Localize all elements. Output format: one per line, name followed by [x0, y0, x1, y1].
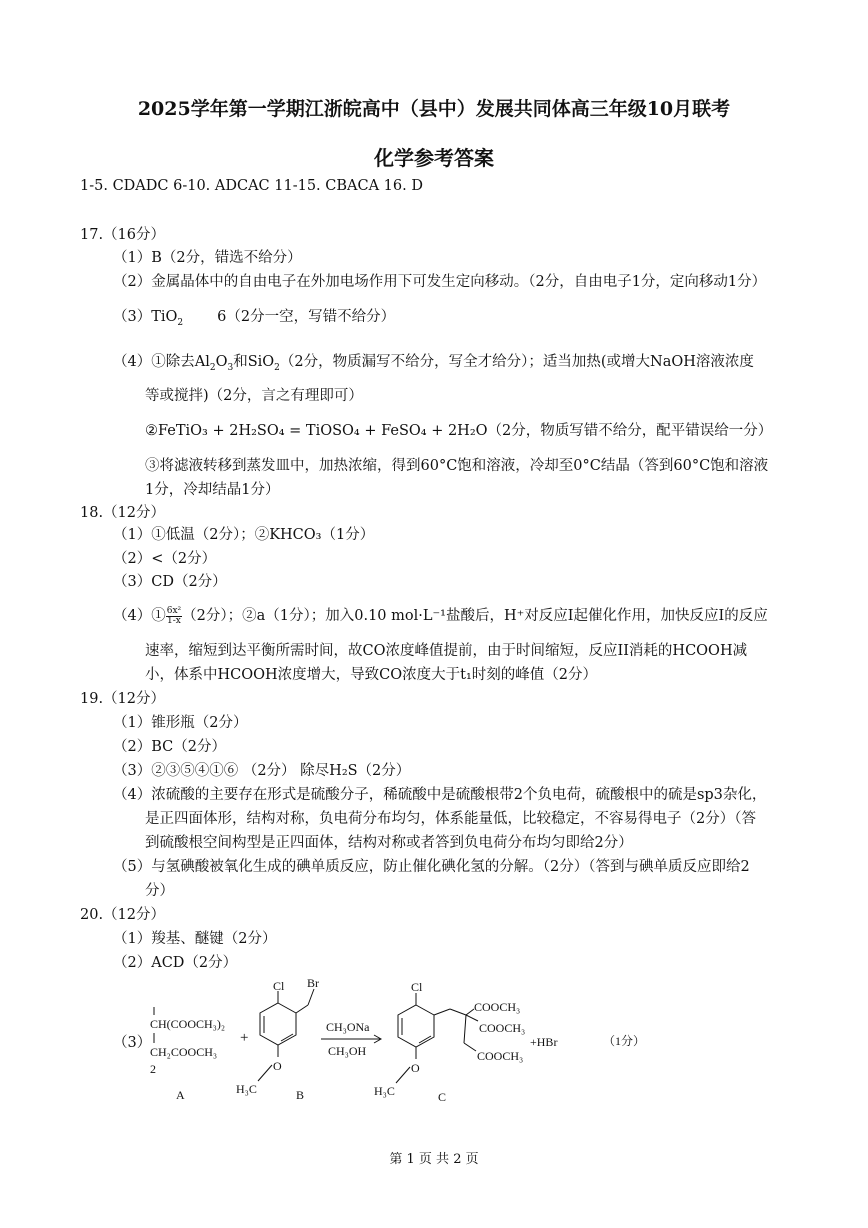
q19-line: （1）锥形瓶（2分）: [113, 715, 248, 731]
svg-text:COOCH₃: COOCH₃: [474, 1000, 521, 1014]
svg-text:Cl: Cl: [273, 979, 285, 993]
q19-line: （2）BC（2分）: [113, 739, 226, 755]
svg-text:Cl: Cl: [411, 980, 423, 994]
q20-heading: 20.（12分）: [80, 907, 166, 923]
exam-title: 2025学年第一学期江浙皖高中（县中）发展共同体高三年级10月联考: [137, 98, 731, 120]
q19-line: （3）②③⑤④①⑥ （2分） 除尽H₂S（2分）: [113, 763, 411, 779]
svg-text:C: C: [438, 1090, 447, 1104]
svg-text:2: 2: [150, 1062, 156, 1076]
page-footer: 第 1 页 共 2 页: [389, 1152, 479, 1167]
reaction-arrow: [321, 1020, 381, 1058]
svg-text:COOCH₃: COOCH₃: [479, 1021, 526, 1035]
svg-text:H₃C: H₃C: [374, 1084, 395, 1098]
compound-c: [396, 993, 478, 1083]
q20-line: （1）羧基、醚键（2分）: [113, 931, 277, 947]
svg-text:（1分）: （1分）: [603, 1034, 646, 1048]
fraction: $\frac{\text{6x²}}{1-x}$: [166, 605, 182, 626]
q19-line: （4）浓硫酸的主要存在形式是硫酸分子，稀硫酸中是硫酸根带2个负电荷，硫酸根中的硫是sp3杂化，: [113, 787, 767, 803]
svg-text:H₃C: H₃C: [236, 1082, 257, 1096]
q18-line: （3）CD（2分）: [113, 574, 227, 590]
q20-line: （2）ACD（2分）: [113, 955, 238, 971]
q17-line: （2）金属晶体中的自由电子在外加电场作用下可发生定向移动。（2分，自由电子1分，定向移动1分）: [113, 274, 767, 290]
q18-line: （2）<（2分）: [113, 551, 217, 567]
q17-line: （1）B（2分，错选不给分）: [113, 250, 302, 266]
svg-text:+: +: [240, 1030, 249, 1046]
q20-line: （3）: [113, 1035, 152, 1051]
svg-text:+HBr: +HBr: [530, 1035, 558, 1049]
answer-title: 化学参考答案: [374, 146, 494, 170]
choice-answers: 1-5. CDADC 6-10. ADCAC 11-15. CBACA 16. D: [80, 178, 423, 194]
q18-line: （1）①低温（2分）；②KHCO₃（1分）: [113, 527, 375, 543]
q17-line: （4）①除去$Al_2O_3$和SiO$_2$（2分，物质漏写不给分，写全才给分）；适当加热(或增大NaOH溶液浓度: [113, 354, 754, 373]
svg-text:CH₃ONa: CH₃ONa: [326, 1020, 370, 1034]
svg-text:B: B: [296, 1088, 305, 1102]
svg-text:CH₃OH: CH₃OH: [328, 1044, 367, 1058]
svg-text:CH₂COOCH₃: CH₂COOCH₃: [150, 1045, 218, 1059]
q17-line: 1分，冷却结晶1分）: [145, 482, 280, 498]
svg-text:O: O: [411, 1061, 420, 1075]
q18-line: （4）① $\frac{\text{6x²}}{1-x}$ （2分）；②a（1分）；加入0.10 mol·L⁻¹盐酸后，H⁺对反应I起催化作用，加快反应I的反应: [113, 605, 768, 626]
q19-line: 是正四面体形，结构对称，负电荷分布均匀，体系能量低，比较稳定，不容易得电子（2分）（答: [145, 811, 756, 827]
q17-line: ②FeTiO₃ + 2H₂SO₄ = TiOSO₄ + FeSO₄ + 2H₂O（2分，物质写错不给分，配平错误给一分）: [145, 423, 773, 439]
q17-line: 等或搅拌)（2分，言之有理即可）: [145, 388, 363, 404]
q18-heading: 18.（12分）: [80, 505, 166, 521]
compound-b: [258, 989, 314, 1081]
q19-line: 到硫酸根空间构型是正四面体，结构对称或者答到负电荷分布均匀即给2分）: [145, 835, 633, 851]
q17-line: （3）TiO$_2$ 6（2分一空，写错不给分）: [113, 309, 396, 328]
q18-line: 小，体系中HCOOH浓度增大，导致CO浓度大于t₁时刻的峰值（2分）: [145, 667, 598, 683]
q18-line: 速率，缩短到达平衡所需时间，故CO浓度峰值提前，由于时间缩短，反应II消耗的HCOOH减: [145, 643, 748, 659]
q17-line: ③将滤液转移到蒸发皿中，加热浓缩，得到60°C饱和溶液，冷却至0°C结晶（答到60°C饱和溶液: [145, 458, 769, 474]
svg-text:Br: Br: [307, 976, 319, 990]
q19-line: 分）: [145, 883, 174, 899]
svg-text:COOCH₃: COOCH₃: [477, 1049, 524, 1063]
svg-text:O: O: [273, 1059, 282, 1073]
svg-text:A: A: [176, 1088, 185, 1102]
compound-a: [150, 1007, 225, 1102]
q19-heading: 19.（12分）: [80, 691, 166, 707]
reaction-scheme: [106, 976, 686, 1110]
svg-text:CH(COOCH₃)₂: CH(COOCH₃)₂: [150, 1017, 226, 1031]
q17-heading: 17.（16分）: [80, 227, 166, 243]
q19-line: （5）与氢碘酸被氧化生成的碘单质反应，防止催化碘化氢的分解。（2分）（答到与碘单质反应即给2: [113, 859, 750, 875]
